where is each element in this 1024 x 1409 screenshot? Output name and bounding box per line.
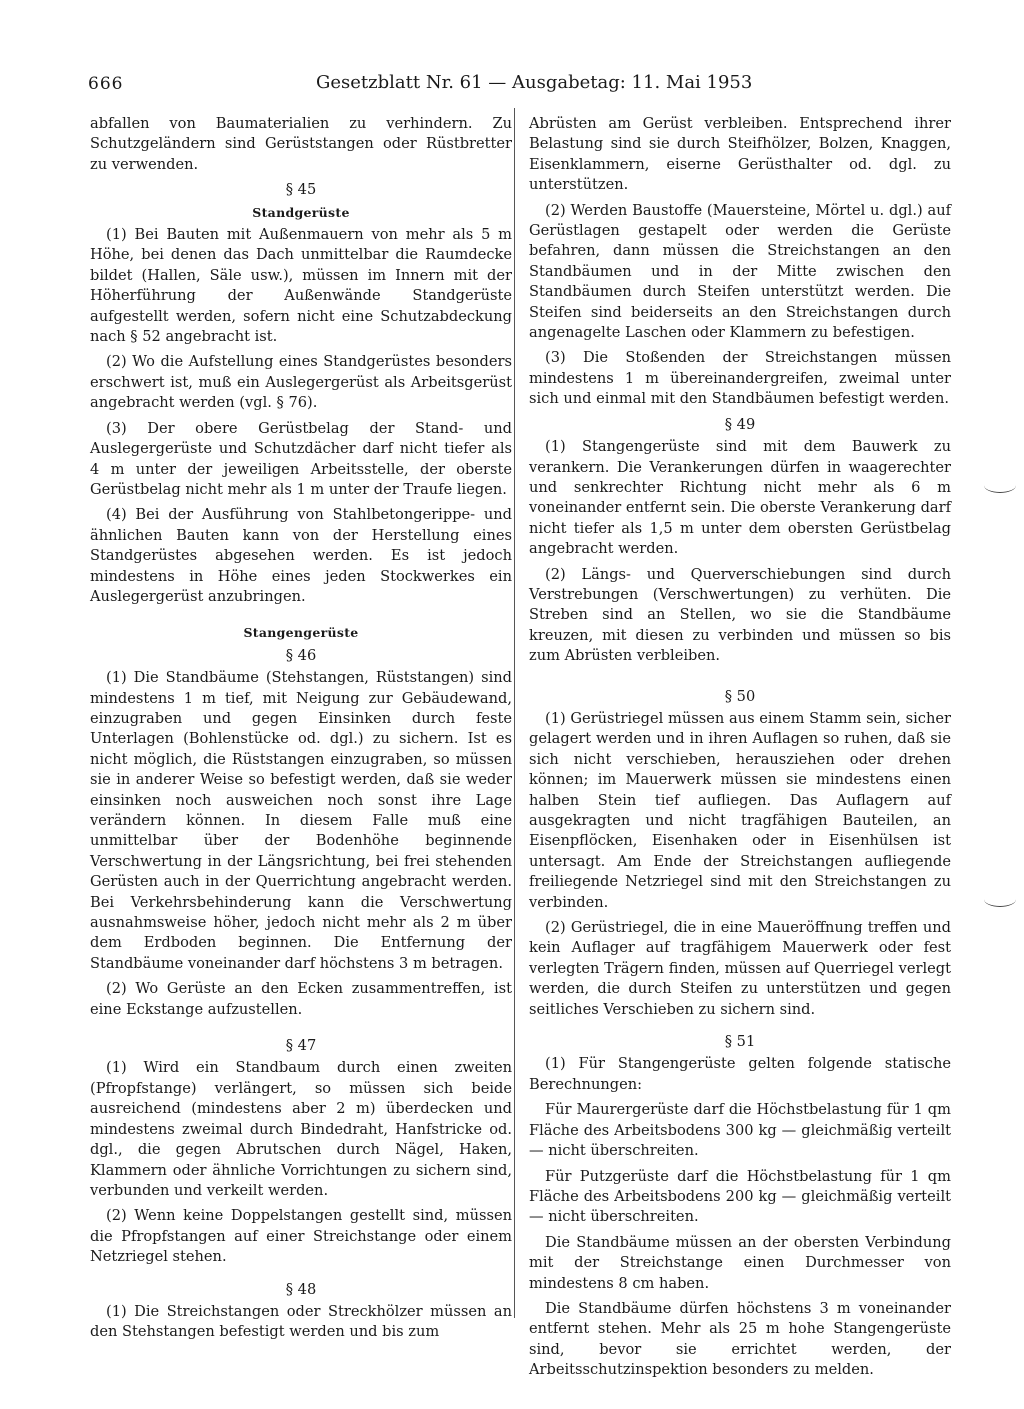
section-51-paragraph-1: (1) Für Stangengerüste gelten folgende statische Berechnungen:: [529, 1055, 951, 1093]
section-47-paragraph-2: (2) Wenn keine Doppelstangen gestellt sind, müssen die Pfropfstangen auf einer Streichstange oder einem Netzriegel stehen.: [90, 1207, 512, 1266]
section-46-paragraph-1: (1) Die Standbäume (Stehstangen, Rüststangen) sind mindestens 1 m tief, mit Neigung zur Gebäudewand, einzugraben und gegen Einsinken durch feste Unterlagen (Bohlenstücke od. dgl.) zu sichern. Ist es nicht möglich, die Rüststangen einzugraben, so müssen sie in anderer Weise so befestigt werden, daß sie weder einsinken noch ausweichen noch sonst ihre Lage verändern können. In diesem Falle muß eine unmittelbar über der Bodenhöhe beginnende Verschwertung in der Längsrichtung, bei frei stehenden Gerüsten auch in der Querrichtung angebracht werden. Bei Verkehrsbehinderung kann die Verschwertung ausnahmsweise höher, jedoch nicht mehr als 2 m über dem Erdboden beginnen. Die Entfernung der Standbäume voneinander darf höchstens 3 m betragen.: [90, 669, 512, 972]
section-49-paragraph-2: (2) Längs- und Querverschiebungen sind durch Verstrebungen (Verschwertungen) zu verhüten. Die Streben sind an Stellen, wo sie die Standbäume kreuzen, mit diesen zu verbinden und müssen so bis zum Abrüsten verbleiben.: [529, 565, 951, 665]
section-45-number: § 45: [285, 181, 317, 199]
section-45-paragraph-4: (4) Bei der Ausführung von Stahlbetongerippe- und ähnlichen Bauten kann von der Herstellung eines Standgerüstes abgesehen werden. Es ist jedoch mindestens in Höhe eines jeden Stockwerkes ein Auslegergerüst anzubringen.: [90, 506, 512, 605]
section-50-paragraph-2: (2) Gerüstriegel, die in eine Maueröffnung treffen und kein Auflager auf tragfähigem Mauerwerk oder fest verlegten Trägern finden, müssen auf Querriegel verlegt werden, die durch Steifen zu unterstützen und gegen seitliches Verschieben zu sichern sind.: [529, 919, 951, 1018]
left-column: [90, 114, 512, 1348]
section-51-paragraph-2: Für Maurergerüste darf die Höchstbelastung für 1 qm Fläche des Arbeitsbodens 300 kg — gleichmäßig verteilt — nicht überschreiten.: [529, 1101, 951, 1160]
margin-mark-icon: [984, 478, 1016, 493]
section-49-number: § 49: [724, 415, 756, 433]
section-47-number: § 47: [285, 1037, 317, 1055]
section-45-paragraph-2: (2) Wo die Aufstellung eines Standgerüstes besonders erschwert ist, muß ein Auslegergerüst als Arbeitsgerüst angebracht werden (vgl. § 76).: [90, 353, 512, 412]
section-46-number: § 46: [285, 646, 317, 664]
section-51-paragraph-3: Für Putzgerüste darf die Höchstbelastung für 1 qm Fläche des Arbeitsbodens 200 kg — gleichmäßig verteilt — nicht überschreiten.: [529, 1167, 951, 1226]
running-title: Gesetzblatt Nr. 61 — Ausgabetag: 11. Mai 1953: [316, 72, 753, 93]
section-50-paragraph-1: (1) Gerüstriegel müssen aus einem Stamm sein, sicher gelagert werden und in ihren Auflagen so ruhen, daß sie sich nicht verschieben, herausziehen oder drehen können; im Mauerwerk müssen sie mindestens einen halben Stein tief aufliegen. Das Auflagern auf ausgekragten und nicht tragfähigen Bauteilen, an Eisenpflöcken, Eisenhaken oder in Eisenhülsen ist untersagt. Am Ende der Streichstangen aufliegende freiliegende Netzriegel sind mit den Streichstangen zu verbinden.: [529, 709, 951, 911]
section-45-title: Standgerüste: [252, 204, 350, 220]
section-48-paragraph-1-start: (1) Die Streichstangen oder Streckhölzer müssen an den Stehstangen befestigt werden und bis zum: [90, 1302, 512, 1341]
page-header: [88, 72, 948, 98]
section-48-paragraph-1-continued: Abrüsten am Gerüst verbleiben. Entsprechend ihrer Belastung sind sie durch Steifhölzer, Bolzen, Knaggen, Eisenklammern, eiserne Gerüsthalter od. dgl. zu unterstützen.: [529, 115, 951, 194]
section-48-number: § 48: [285, 1280, 317, 1298]
margin-mark-icon: [984, 892, 1016, 907]
section-51-number: § 51: [724, 1033, 756, 1051]
section-47-paragraph-1: (1) Wird ein Standbaum durch einen zweiten (Pfropfstange) verlängert, so müssen sich beide ausreichend (mindestens aber 2 m) überdecken und mindestens zweimal durch Bindedraht, Hanfstricke od. dgl., die gegen Abrutschen durch Nägel, Haken, Klammern oder ähnliche Vorrichtungen zu sichern sind, verbunden und verkeilt werden.: [90, 1059, 512, 1199]
section-49-paragraph-1: (1) Stangengerüste sind mit dem Bauwerk zu verankern. Die Verankerungen dürfen in waagerechter und senkrechter Richtung nicht mehr als 6 m voneinander entfernt sein. Die oberste Verankerung darf nicht tiefer als 1,5 m unter dem obersten Gerüstbelag angebracht werden.: [529, 438, 951, 558]
right-column: [529, 114, 951, 1386]
section-48-paragraph-3: (3) Die Stoßenden der Streichstangen müssen mindestens 1 m übereinandergreifen, zweimal unter sich und einmal mit den Standbäumen befestigt werden.: [529, 349, 951, 408]
section-51-paragraph-4: Die Standbäume müssen an der obersten Verbindung mit der Streichstange einen Durchmesser von mindestens 8 cm haben.: [529, 1233, 951, 1292]
section-48-paragraph-2: (2) Werden Baustoffe (Mauersteine, Mörtel u. dgl.) auf Gerüstlagen gestapelt oder werden die Gerüste befahren, dann müssen die Streichstangen an den Standbäumen und in der Mitte zwischen den Standbäumen durch Steifen unterstützt werden. Die Steifen sind beiderseits an den Streichstangen durch angenagelte Laschen oder Klammern zu befestigen.: [529, 201, 951, 342]
section-45-paragraph-1: (1) Bei Bauten mit Außenmauern von mehr als 5 m Höhe, bei denen das Dach unmittelbar die Raumdecke bildet (Hallen, Säle usw.), müssen im Innern mit der Höherführung der Außenwände Standgerüste aufgestellt werden, sofern nicht eine Schutzabdeckung nach § 52 angebracht ist.: [90, 226, 512, 346]
column-divider: [514, 108, 515, 1318]
heading-stangengerueste: Stangengerüste: [243, 625, 359, 641]
page-number: 666: [88, 74, 124, 94]
paragraph-intro: abfallen von Baumaterialien zu verhindern. Zu Schutzgeländern sind Gerüststangen oder Rüstbretter zu verwenden.: [90, 115, 512, 173]
section-45-paragraph-3: (3) Der obere Gerüstbelag der Stand- und Auslegergerüste und Schutzdächer darf nicht tiefer als 4 m unter der jeweiligen Arbeitsstelle, der oberste Gerüstbelag nicht mehr als 1 m unter der Traufe liegen.: [90, 419, 512, 498]
section-50-number: § 50: [724, 687, 756, 705]
section-51-paragraph-5: Die Standbäume dürfen höchstens 3 m voneinander entfernt stehen. Mehr als 25 m hohe Stangengerüste sind, bevor sie errichtet werden, der Arbeitsschutzinspektion besonders zu melden.: [529, 1299, 951, 1379]
section-46-paragraph-2: (2) Wo Gerüste an den Ecken zusammentreffen, ist eine Eckstange aufzustellen.: [90, 980, 512, 1018]
